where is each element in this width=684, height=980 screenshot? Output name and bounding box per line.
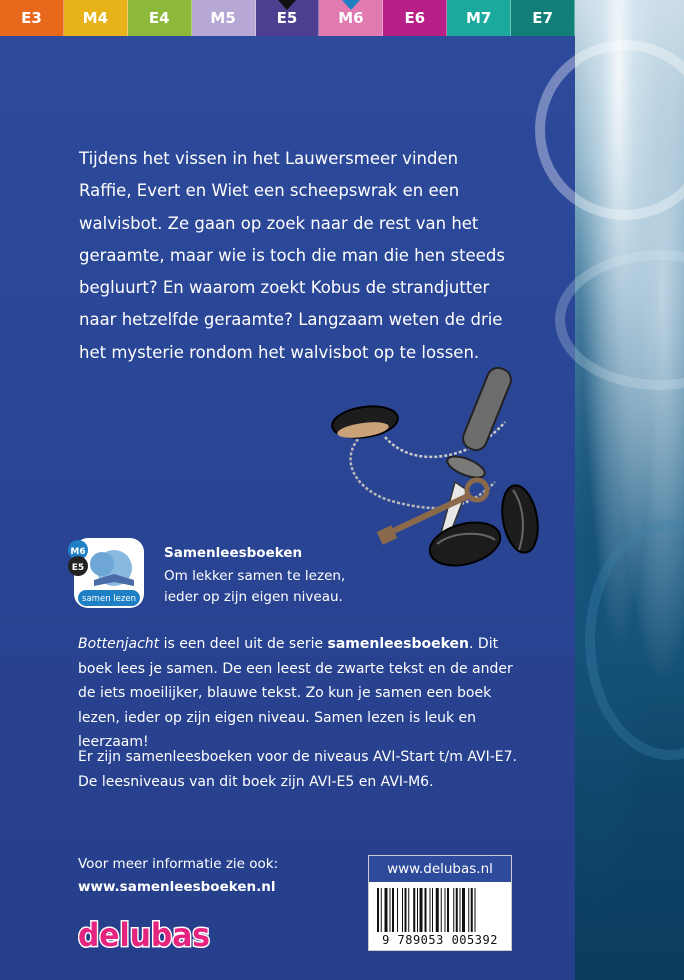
description-part-a: is een deel uit de serie [159, 636, 328, 652]
sea-photo [575, 0, 684, 980]
badge-e5: E5 [71, 563, 85, 573]
badge-samen-lezen: samen lezen [82, 594, 136, 604]
barcode-bar [397, 888, 398, 932]
level-label: E6 [404, 9, 426, 27]
barcode-bar [405, 888, 407, 932]
level-label: E4 [148, 9, 170, 27]
level-tab-m5 [192, 0, 256, 36]
barcode-bar [468, 888, 469, 932]
mussels-knife-key-illustration [325, 362, 540, 582]
barcode-bar [453, 888, 454, 932]
more-info-label: Voor meer informatie zie ook: [78, 856, 279, 872]
barcode-bar [445, 888, 446, 932]
level-label: M7 [465, 9, 492, 27]
barcode-bar [420, 888, 423, 932]
level-tab-e4 [128, 0, 192, 36]
back-cover-blurb [79, 143, 509, 369]
badge-m6: M6 [70, 547, 86, 557]
level-marker-icon [342, 0, 360, 10]
level-tab-e3 [0, 0, 64, 36]
barcode-bar [402, 888, 403, 932]
barcode-bar [475, 888, 476, 932]
barcode-bar [460, 888, 461, 932]
samen-lezen-logo [68, 536, 146, 610]
barcode-bar [413, 888, 415, 932]
publisher-name: delubas [78, 916, 210, 954]
level-marker-icon [278, 0, 296, 10]
publisher-site: www.delubas.nl [369, 856, 511, 882]
barcode-block [368, 855, 512, 951]
level-label: E5 [276, 9, 298, 27]
barcode-bar [408, 888, 409, 932]
barcode-bar [430, 888, 431, 932]
barcode-bar [377, 888, 379, 932]
description-part-b: . Dit boek lees je samen. De een leest de zwarte tekst en de ander de iets moeilijker, blauwe tekst. Zo kun je samen een boek lezen, ieder op zijn eigen niveau. Samen lezen is leuk en leerzaam! [78, 636, 513, 750]
barcode-bar [425, 888, 427, 932]
barcode-bar [436, 888, 439, 932]
series-tagline [164, 566, 384, 608]
series-tagline-1: Om lekker samen te lezen, [164, 568, 346, 584]
series-description [78, 632, 518, 755]
level-label: M4 [82, 9, 109, 27]
level-tab-e7 [511, 0, 575, 36]
barcode-bar [432, 888, 433, 932]
barcode-bar [381, 888, 382, 932]
reading-levels-text: Er zijn samenleesboeken voor de niveaus AVI-Start t/m AVI-E7. De leesniveaus van dit boek zijn AVI-E5 en AVI-M6. [78, 749, 517, 790]
level-label: E3 [21, 9, 42, 27]
barcode-bar [462, 888, 465, 932]
barcode-bar [417, 888, 418, 932]
delubas-logo [78, 915, 213, 955]
barcode-bar [456, 888, 458, 932]
series-tagline-2: ieder op zijn eigen niveau. [164, 589, 343, 605]
blurb-text: Tijdens het vissen in het Lauwersmeer vinden Raffie, Evert en Wiet een scheepswrak en een walvisbot. Ze gaan op zoek naar de rest van het geraamte, maar wie is toch die man die hen steeds begluurt? En waarom zoekt Kobus de strandjutter naar hetzelfde geraamte? Langzaam weten de drie het mysterie rondom het walvisbot op te lossen. [79, 149, 505, 362]
reading-level-bar [0, 0, 575, 36]
isbn-number: 9 789053 005392 [382, 933, 498, 947]
barcode-bar [441, 888, 442, 932]
more-info [78, 853, 278, 899]
barcode-bar [392, 888, 394, 932]
level-tab-m6 [319, 0, 383, 36]
barcode-bar [390, 888, 391, 932]
level-label: M6 [338, 9, 364, 27]
barcode-bar [385, 888, 388, 932]
level-tab-m4 [64, 0, 128, 36]
barcode-bar [447, 888, 449, 932]
level-label: M5 [210, 9, 236, 27]
barcode [377, 888, 505, 932]
book-title: Bottenjacht [78, 636, 160, 652]
level-tab-m7 [447, 0, 511, 36]
level-tab-e5 [256, 0, 320, 36]
more-info-url[interactable]: www.samenleesboeken.nl [78, 879, 276, 895]
series-title: Samenleesboeken [164, 545, 303, 561]
level-label: E7 [532, 9, 553, 27]
level-tab-e6 [383, 0, 447, 36]
barcode-bar [471, 888, 473, 932]
series-name: samenleesboeken [327, 636, 470, 652]
